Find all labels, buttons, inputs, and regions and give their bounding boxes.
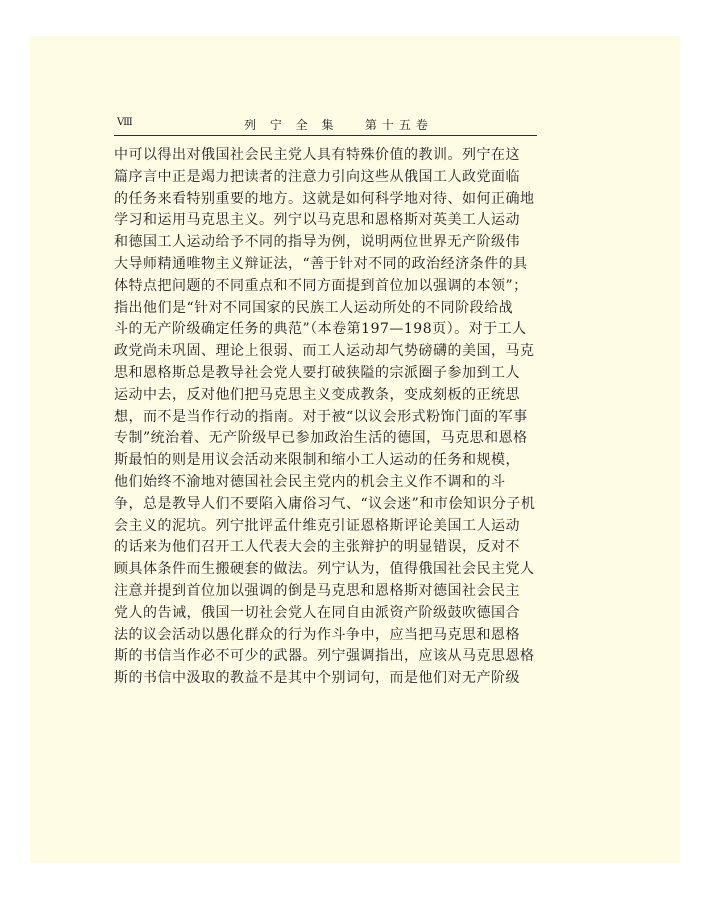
text-line: 法的议会活动以愚化群众的行为作斗争中，应当把马克思和恩格 xyxy=(114,626,520,643)
text-line: 运动中去，反对他们把马克思主义变成教条，变成刻板的正统思 xyxy=(114,386,520,403)
text-line: 注意并提到首位加以强调的倒是马克思和恩格斯对德国社会民主 xyxy=(114,582,520,599)
text-line: 篇序言中正是竭力把读者的注意力引向这些从俄国工人政党面临 xyxy=(114,168,520,185)
text-line: 体特点把问题的不同重点和不同方面提到首位加以强调的本领”； xyxy=(114,277,528,294)
text-line: 想，而不是当作行动的指南。对于被“以议会形式粉饰门面的军事 xyxy=(114,408,528,425)
text-line: 大导师精通唯物主义辩证法，“善于针对不同的政治经济条件的具 xyxy=(114,255,528,272)
text-line: 学习和运用马克思主义。列宁以马克思和恩格斯对英美工人运动 xyxy=(114,212,520,229)
page-number: Ⅷ xyxy=(117,117,132,128)
text-line: 会主义的泥坑。列宁批评孟什维克引证恩格斯评论美国工人运动 xyxy=(114,517,520,534)
text-line: 斯最怕的则是用议会活动来限制和缩小工人运动的任务和规模， xyxy=(114,452,520,469)
text-line: 专制”统治着、无产阶级早已参加政治生活的德国，马克思和恩格 xyxy=(114,430,528,447)
page-header xyxy=(114,113,537,136)
text-line: 斯的书信当作必不可少的武器。列宁强调指出，应该从马克思恩格 xyxy=(114,648,535,665)
text-line: 他们始终不渝地对德国社会民主党内的机会主义作不调和的斗 xyxy=(114,473,506,490)
text-line: 顾具体条件而生搬硬套的做法。列宁认为，值得俄国社会民主党人 xyxy=(114,561,535,578)
text-line: 指出他们是“针对不同国家的民族工人运动所处的不同阶段给战 xyxy=(114,299,514,316)
text-line: 的任务来看特别重要的地方。这就是如何科学地对待、如何正确地 xyxy=(114,190,535,207)
text-line: 争，总是教导人们不要陷入庸俗习气、“议会迷”和市侩知识分子机 xyxy=(114,495,536,512)
running-title: 列 宁 全 集 第十五卷 xyxy=(244,118,433,132)
text-line: 思和恩格斯总是教导社会党人要打破狭隘的宗派圈子参加到工人 xyxy=(114,364,520,381)
text-line: 中可以得出对俄国社会民主党人具有特殊价值的教训。列宁在这 xyxy=(114,147,520,163)
text-line: 斗的无产阶级确定任务的典范”（本卷第197—198页）。对于工人 xyxy=(114,321,527,338)
text-line: 党人的告诫，俄国一切社会党人在同自由派资产阶级鼓吹德国合 xyxy=(114,604,520,621)
text-line: 政党尚未巩固、理论上很弱、而工人运动却气势磅礴的美国，马克 xyxy=(114,343,535,360)
text-line: 斯的书信中汲取的教益不是其中个别词句，而是他们对无产阶级 xyxy=(114,670,520,687)
body-text xyxy=(114,145,546,690)
text-line: 和德国工人运动给予不同的指导为例，说明两位世界无产阶级伟 xyxy=(114,234,520,251)
text-line: 的话来为他们召开工人代表大会的主张辩护的明显错误，反对不 xyxy=(114,539,520,556)
